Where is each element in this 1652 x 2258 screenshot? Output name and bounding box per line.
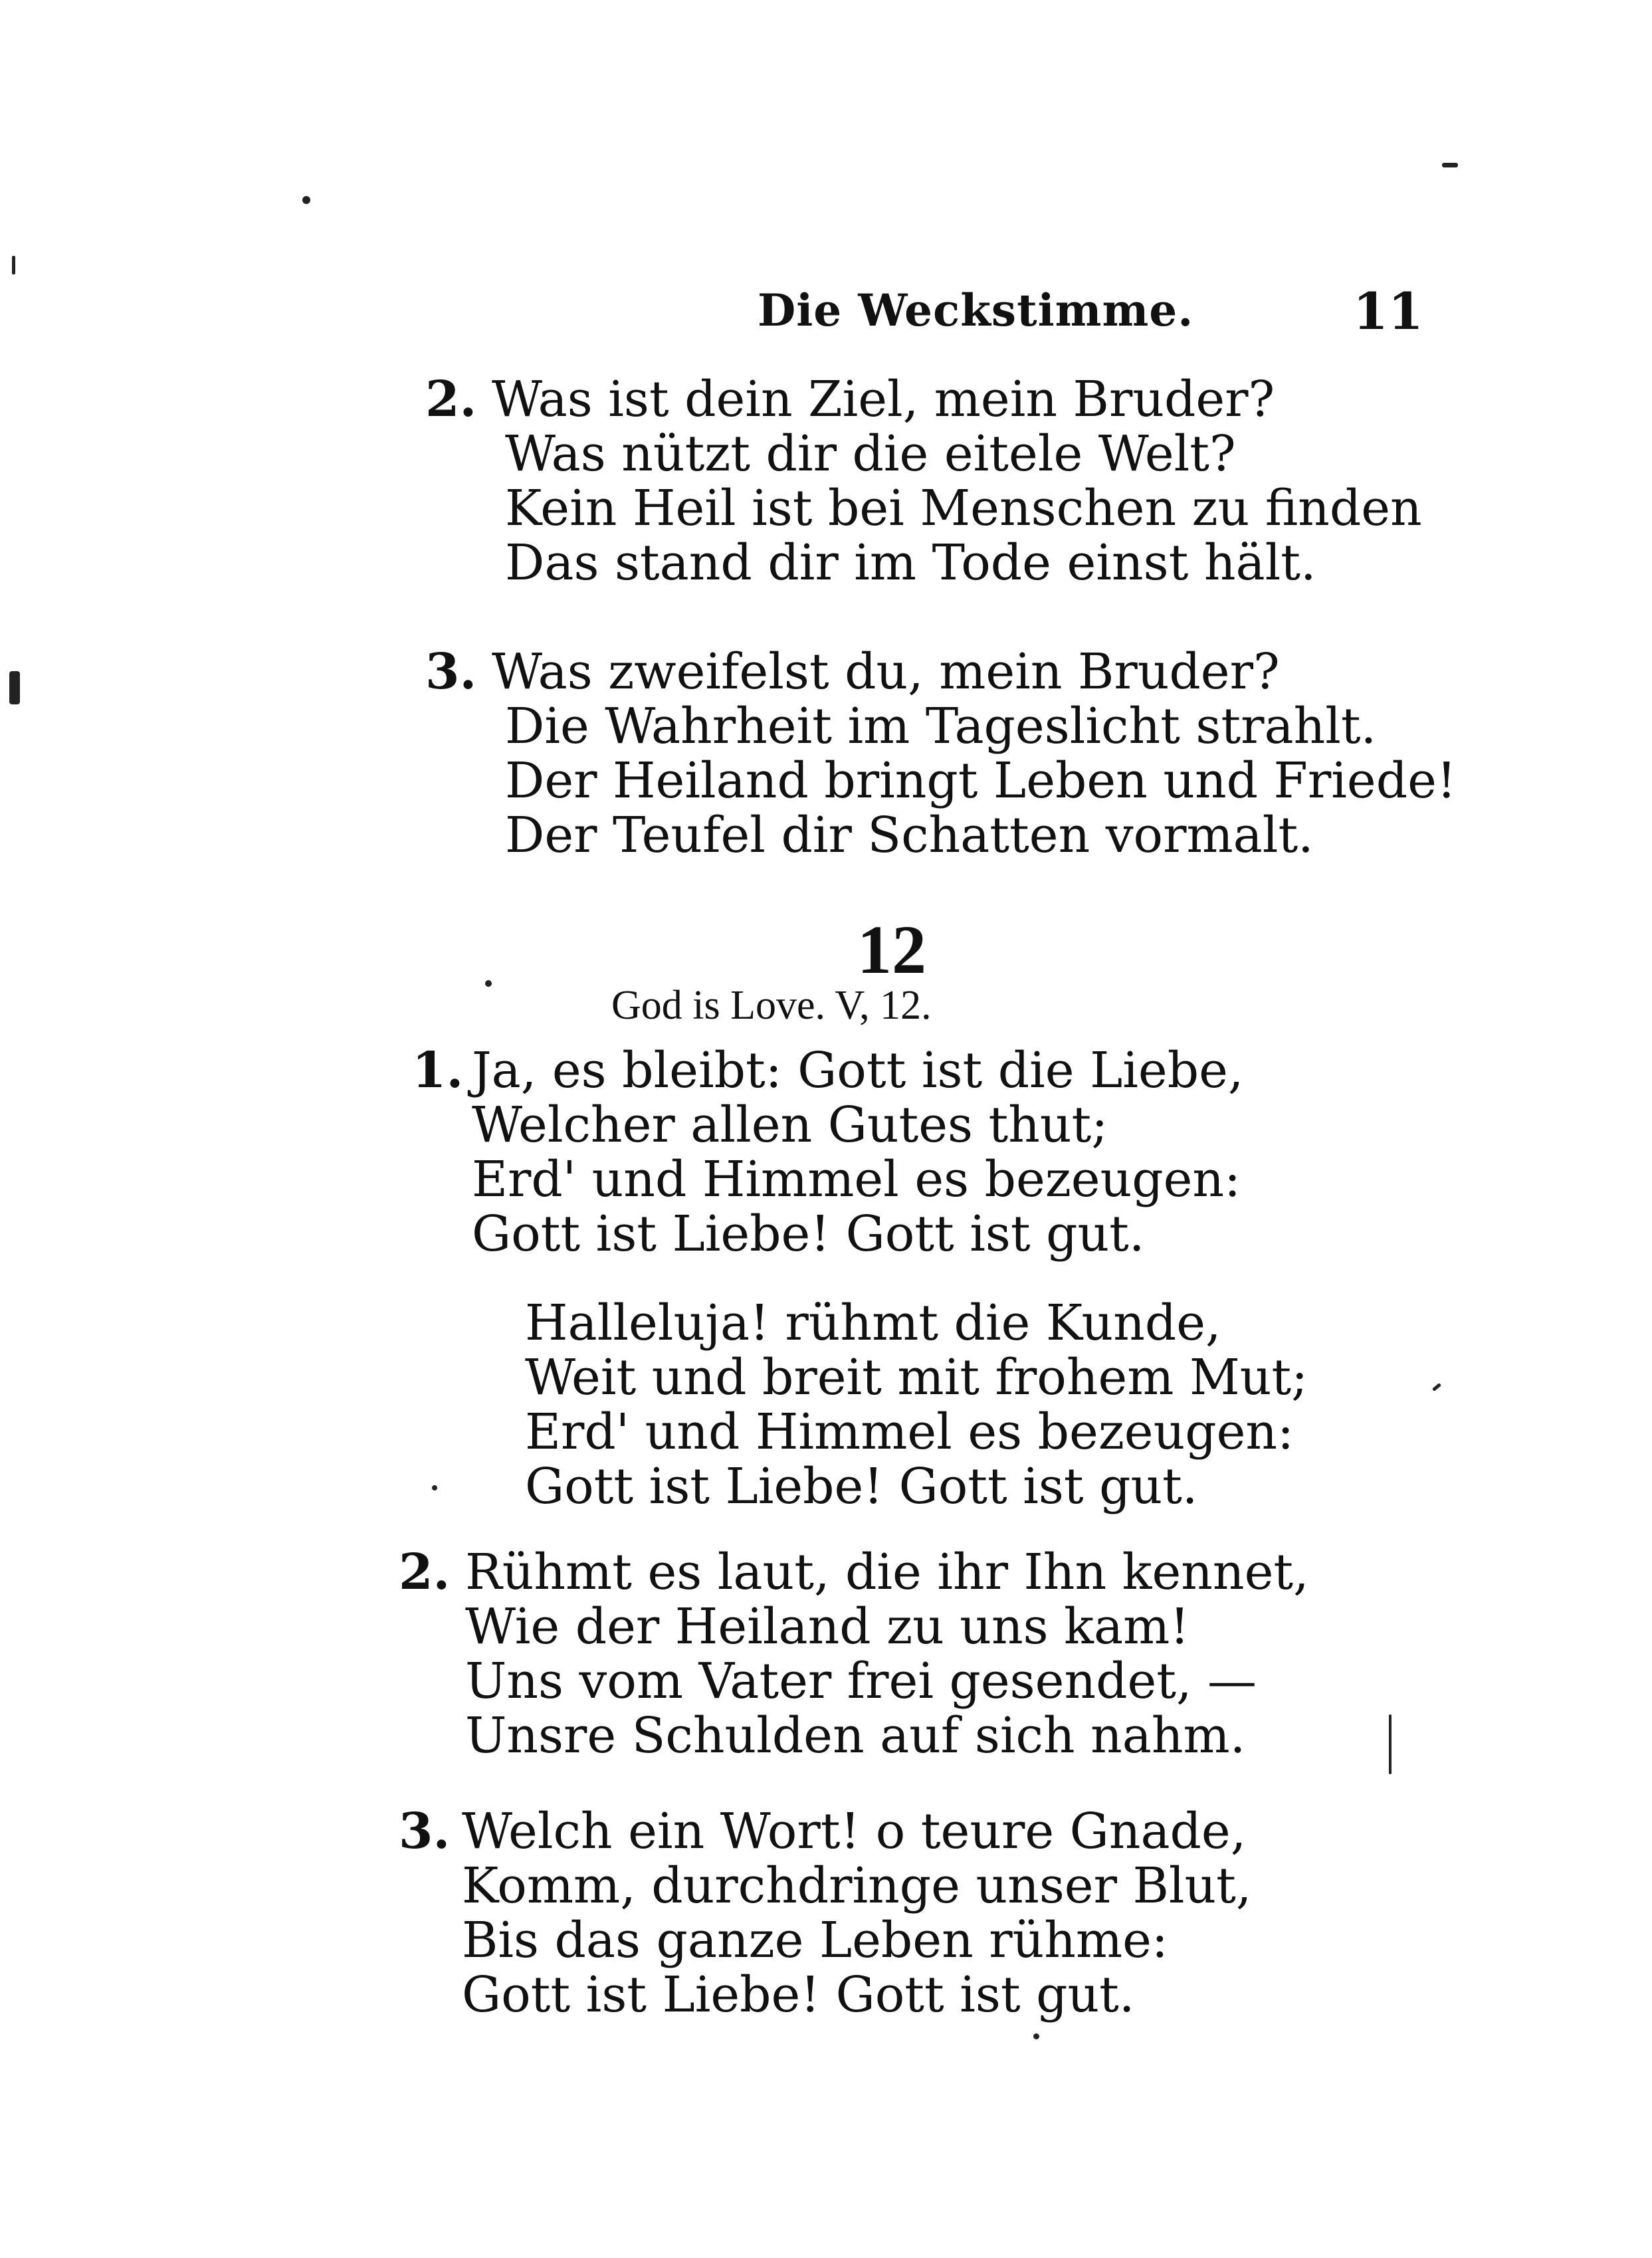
- hymn-refrain: [525, 1296, 1455, 1522]
- verse-line: Welch ein Wort! o teure Gnade,: [462, 1803, 1247, 1860]
- verse-line: Wie der Heiland zu uns kam!: [465, 1598, 1189, 1655]
- verse-number: 2.: [425, 371, 477, 428]
- hymn-verse-2: [399, 1545, 1395, 1771]
- verse-line: Welcher allen Gutes thut;: [472, 1096, 1108, 1154]
- verse-line: Ja, es bleibt: Gott ist die Liebe,: [472, 1042, 1244, 1099]
- scan-speck: [432, 1485, 437, 1490]
- previous-hymn-verse-2: [425, 372, 1422, 598]
- verse-line: Erd' und Himmel es bezeugen:: [525, 1403, 1294, 1461]
- hymn-verse-1: [412, 1043, 1409, 1269]
- hymn-verse-3: [399, 1804, 1395, 2030]
- verse-number: 2.: [399, 1544, 451, 1601]
- previous-hymn-verse-3: [425, 643, 1457, 871]
- scan-speck: [9, 671, 20, 704]
- hymn-number: 12: [857, 912, 926, 988]
- scan-speck: [1442, 163, 1458, 167]
- verse-line: Komm, durchdringe unser Blut,: [462, 1857, 1252, 1914]
- verse-line: Was nützt dir die eitele Welt?: [505, 425, 1236, 482]
- verse-lines: [492, 645, 1457, 863]
- verse-line: Was ist dein Ziel, mein Bruder?: [492, 371, 1275, 428]
- verse-number: 3.: [425, 643, 477, 700]
- verse-lines: [462, 1804, 1251, 2022]
- scan-speck: [1033, 2033, 1039, 2039]
- verse-line: Uns vom Vater frei gesendet, —: [465, 1653, 1257, 1710]
- verse-number: 3.: [399, 1803, 451, 1860]
- verse-line: Gott ist Liebe! Gott ist gut.: [462, 1966, 1135, 2023]
- verse-line: Der Teufel dir Schatten vormalt.: [505, 807, 1314, 864]
- running-title: Die Weckstimme.: [758, 284, 1194, 336]
- verse-line: Was zweifelst du, mein Bruder?: [492, 643, 1280, 700]
- verse-line: Die Wahrheit im Tageslicht strahlt.: [505, 698, 1377, 755]
- verse-lines: [492, 372, 1422, 590]
- scan-speck: [1389, 1714, 1392, 1774]
- verse-line: Das stand dir im Tode einst hält.: [505, 534, 1316, 591]
- scan-speck: [12, 256, 15, 274]
- page-number: 11: [1353, 282, 1423, 341]
- verse-line: Kein Heil ist bei Menschen zu finden: [505, 480, 1422, 537]
- verse-line: Gott ist Liebe! Gott ist gut.: [525, 1458, 1198, 1515]
- scan-speck: [485, 980, 492, 987]
- verse-line: Halleluja! rühmt die Kunde,: [525, 1294, 1221, 1352]
- verse-number: 1.: [412, 1042, 464, 1099]
- verse-line: Der Heiland bringt Leben und Friede!: [505, 752, 1457, 809]
- verse-lines: [472, 1043, 1243, 1261]
- verse-line: Weit und breit mit frohem Mut;: [525, 1349, 1308, 1406]
- verse-line: Bis das ganze Leben rühme:: [462, 1912, 1168, 1969]
- verse-line: Unsre Schulden auf sich nahm.: [465, 1707, 1246, 1764]
- verse-line: Rühmt es laut, die ihr Ihn kennet,: [465, 1544, 1309, 1601]
- scan-speck: [302, 196, 310, 204]
- verse-line: Gott ist Liebe! Gott ist gut.: [472, 1205, 1145, 1263]
- verse-lines: [525, 1296, 1308, 1514]
- verse-lines: [465, 1545, 1309, 1763]
- verse-line: Erd' und Himmel es bezeugen:: [472, 1151, 1241, 1208]
- hymn-subtitle: God is Love. V, 12.: [611, 983, 932, 1028]
